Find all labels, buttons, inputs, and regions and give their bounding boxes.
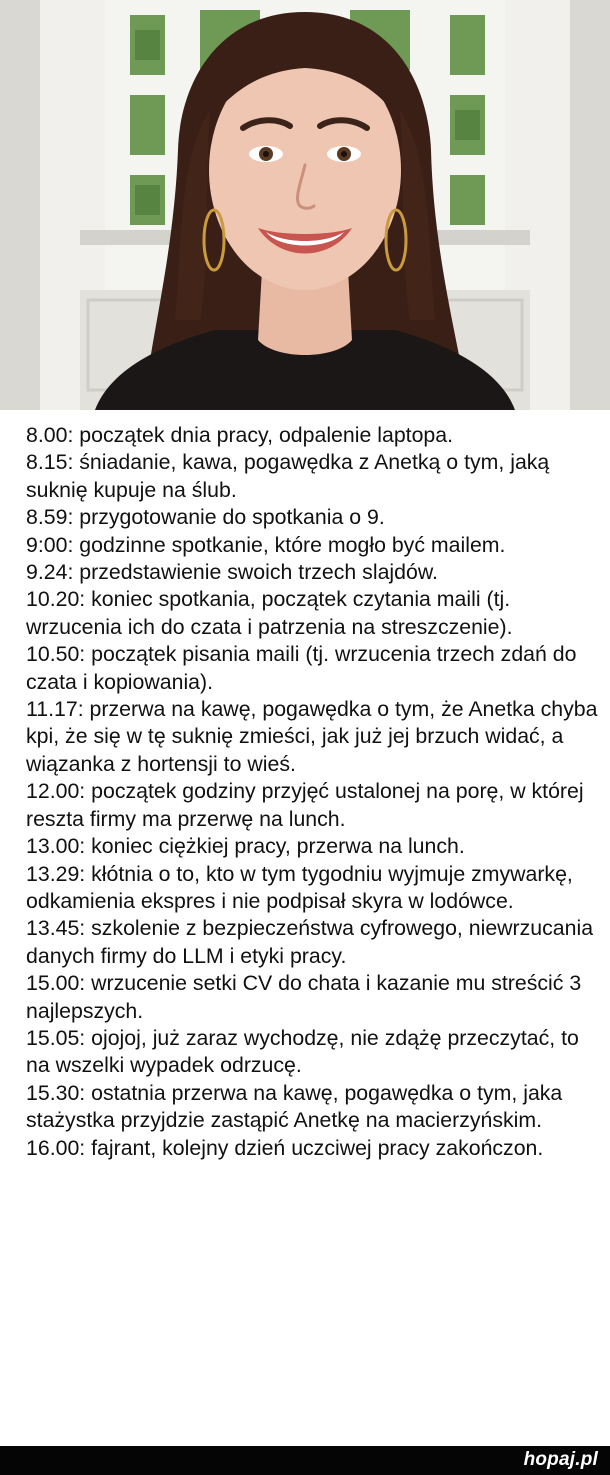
- schedule-entry: 8.00: początek dnia pracy, odpalenie laptopa.: [26, 423, 454, 447]
- schedule-entry: 9:00: godzinne spotkanie, które mogło być mailem.: [26, 532, 506, 557]
- schedule-list: [26, 422, 601, 1162]
- schedule-entry: 16.00: fajrant, kolejny dzień uczciwej pracy zakończon.: [26, 1135, 544, 1160]
- footer-bar: [0, 1446, 610, 1475]
- schedule-entry: 8.15: śniadanie, kawa, pogawędka z Anetką o tym, jaką suknię kupuje na ślub.: [26, 450, 550, 502]
- schedule-entry: 11.17: przerwa na kawę, pogawędka o tym, że Anetka chyba kpi, że się w tę suknię zmieści, jak już jej brzuch widać, a wiązanka z hortensji to wieś.: [26, 697, 598, 776]
- schedule-entry: 15.00: wrzucenie setki CV do chata i kazanie mu streścić 3 najlepszych.: [26, 971, 582, 1023]
- schedule-entry: 13.29: kłótnia o to, kto w tym tygodniu wyjmuje zmywarkę, odkamienia ekspres i nie podpisał skyra w lodówce.: [26, 861, 573, 913]
- header-photo: [0, 0, 610, 410]
- schedule-entry: 15.05: ojojoj, już zaraz wychodzę, nie zdążę przeczytać, to na wszelki wypadek odrzucę.: [26, 1025, 579, 1078]
- schedule-entry: 12.00: początek godziny przyjęć ustalonej na porę, w której reszta firmy ma przerwę na lunch.: [26, 779, 584, 831]
- site-logo[interactable]: hopaj.pl: [523, 1449, 598, 1470]
- schedule-entry: 10.20: koniec spotkania, początek czytania maili (tj. wrzucenia ich do czata i patrzenia na streszczenie).: [26, 587, 513, 639]
- schedule-entry: 10.50: początek pisania maili (tj. wrzucenia trzech zdań do czata i kopiowania).: [26, 642, 577, 694]
- schedule-entry: 15.30: ostatnia przerwa na kawę, pogawędka o tym, jaka stażystka przyjdzie zastąpić Anetkę na macierzyńskim.: [26, 1080, 563, 1133]
- schedule-entry: 13.45: szkolenie z bezpieczeństwa cyfrowego, niewrzucania danych firmy do LLM i etyki pracy.: [26, 916, 594, 968]
- schedule-entry: 13.00: koniec ciężkiej pracy, przerwa na lunch.: [26, 834, 465, 859]
- schedule-entry: 9.24: przedstawienie swoich trzech slajdów.: [26, 560, 438, 585]
- schedule-entry: 8.59: przygotowanie do spotkania o 9.: [26, 505, 385, 530]
